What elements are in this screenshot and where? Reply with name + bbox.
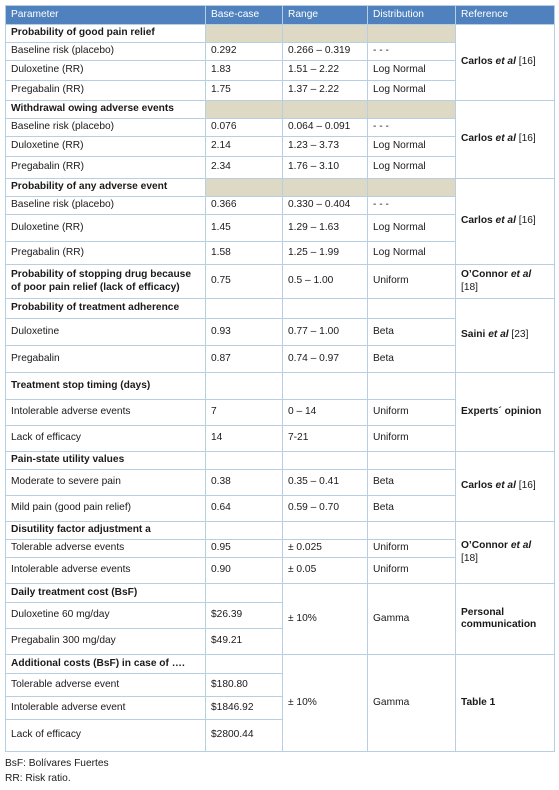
- distribution-cell: Log Normal: [368, 157, 456, 179]
- range-cell: 1.25 – 1.99: [283, 242, 368, 265]
- parameter-cell: Baseline risk (placebo): [6, 119, 206, 137]
- base-case-cell: 14: [206, 426, 283, 452]
- distribution-cell: Log Normal: [368, 137, 456, 157]
- empty-cell: [368, 299, 456, 319]
- base-case-cell: $26.39: [206, 603, 283, 629]
- base-case-cell: 0.90: [206, 558, 283, 584]
- parameters-table: [5, 5, 555, 752]
- distribution-cell: Uniform: [368, 540, 456, 558]
- section-title-row: [6, 179, 555, 197]
- header-row: [6, 6, 555, 25]
- section-title: Daily treatment cost (BsF): [6, 584, 206, 603]
- parameter-cell: Duloxetine (RR): [6, 61, 206, 81]
- range-cell: ± 0.05: [283, 558, 368, 584]
- range-cell: 1.51 – 2.22: [283, 61, 368, 81]
- parameter-cell: Tolerable adverse event: [6, 674, 206, 697]
- reference-cell: Saini et al [23]: [456, 299, 555, 373]
- base-case-cell: 2.34: [206, 157, 283, 179]
- range-cell: 0.064 – 0.091: [283, 119, 368, 137]
- reference-cell: O’Connor et al [18]: [456, 522, 555, 584]
- base-case-cell: 0.38: [206, 470, 283, 496]
- base-case-cell: 0.95: [206, 540, 283, 558]
- distribution-cell: Beta: [368, 496, 456, 522]
- base-case-cell: 1.45: [206, 215, 283, 242]
- section-title-row: [6, 655, 555, 674]
- base-case-cell: 0.87: [206, 346, 283, 373]
- base-case-cell: $2800.44: [206, 720, 283, 752]
- reference-cell: Carlos et al [16]: [456, 25, 555, 101]
- empty-cell: [206, 373, 283, 400]
- empty-cell: [283, 452, 368, 470]
- distribution-cell: Uniform: [368, 558, 456, 584]
- distribution-cell: Beta: [368, 346, 456, 373]
- base-case-cell: 7: [206, 400, 283, 426]
- range-cell: 0.266 – 0.319: [283, 43, 368, 61]
- distribution-cell: - - -: [368, 119, 456, 137]
- reference-cell: O’Connor et al [18]: [456, 265, 555, 299]
- distribution-cell: Log Normal: [368, 81, 456, 101]
- section-title: Probability of good pain relief: [6, 25, 206, 43]
- base-case-cell: 0.366: [206, 197, 283, 215]
- section-title-row: [6, 584, 555, 603]
- range-cell: 0.5 – 1.00: [283, 265, 368, 299]
- reference-cell: Carlos et al [16]: [456, 179, 555, 265]
- parameter-cell: Pregabalin (RR): [6, 242, 206, 265]
- distribution-cell: Log Normal: [368, 61, 456, 81]
- range-cell: ± 10%: [283, 584, 368, 655]
- shaded-cell: [206, 179, 283, 197]
- base-case-cell: 1.83: [206, 61, 283, 81]
- footnotes: [5, 757, 109, 787]
- reference-cell: Experts´ opinion: [456, 373, 555, 452]
- parameter-cell: Duloxetine 60 mg/day: [6, 603, 206, 629]
- shaded-cell: [206, 101, 283, 119]
- parameter-cell: Duloxetine: [6, 319, 206, 346]
- base-case-cell: $49.21: [206, 629, 283, 655]
- header-reference: Reference: [456, 6, 555, 25]
- parameter-cell: Tolerable adverse events: [6, 540, 206, 558]
- range-cell: 0.35 – 0.41: [283, 470, 368, 496]
- distribution-cell: Log Normal: [368, 215, 456, 242]
- parameter-cell: Intolerable adverse events: [6, 558, 206, 584]
- parameter-cell: Mild pain (good pain relief): [6, 496, 206, 522]
- parameter-cell: Duloxetine (RR): [6, 137, 206, 157]
- section-title-row: [6, 101, 555, 119]
- range-cell: ± 0.025: [283, 540, 368, 558]
- distribution-cell: Gamma: [368, 655, 456, 752]
- section-title-row: [6, 25, 555, 43]
- header-range: Range: [283, 6, 368, 25]
- empty-cell: [283, 299, 368, 319]
- empty-cell: [206, 522, 283, 540]
- empty-cell: [206, 655, 283, 674]
- range-cell: 0.77 – 1.00: [283, 319, 368, 346]
- parameter-cell: Baseline risk (placebo): [6, 43, 206, 61]
- range-cell: 1.23 – 3.73: [283, 137, 368, 157]
- section-title-row: [6, 373, 555, 400]
- section-title: Pain-state utility values: [6, 452, 206, 470]
- section-title-row: [6, 299, 555, 319]
- parameter-cell: Lack of efficacy: [6, 426, 206, 452]
- header-parameter: Parameter: [6, 6, 206, 25]
- shaded-cell: [368, 101, 456, 119]
- empty-cell: [206, 584, 283, 603]
- parameter-cell: Baseline risk (placebo): [6, 197, 206, 215]
- base-case-cell: 0.93: [206, 319, 283, 346]
- base-case-cell: 2.14: [206, 137, 283, 157]
- empty-cell: [206, 299, 283, 319]
- parameter-cell: Pregabalin (RR): [6, 157, 206, 179]
- base-case-cell: $1846.92: [206, 697, 283, 720]
- shaded-cell: [368, 25, 456, 43]
- parameter-cell: Intolerable adverse events: [6, 400, 206, 426]
- range-cell: ± 10%: [283, 655, 368, 752]
- shaded-cell: [283, 25, 368, 43]
- empty-cell: [368, 522, 456, 540]
- section-title: Probability of treatment adherence: [6, 299, 206, 319]
- parameter-cell: Intolerable adverse event: [6, 697, 206, 720]
- distribution-cell: Gamma: [368, 584, 456, 655]
- base-case-cell: 0.75: [206, 265, 283, 299]
- distribution-cell: Beta: [368, 319, 456, 346]
- shaded-cell: [283, 101, 368, 119]
- base-case-cell: 1.58: [206, 242, 283, 265]
- header-base-case: Base-case: [206, 6, 283, 25]
- range-cell: 1.29 – 1.63: [283, 215, 368, 242]
- empty-cell: [206, 452, 283, 470]
- reference-cell: Carlos et al [16]: [456, 452, 555, 522]
- distribution-cell: Beta: [368, 470, 456, 496]
- range-cell: 0.59 – 0.70: [283, 496, 368, 522]
- base-case-cell: 1.75: [206, 81, 283, 101]
- shaded-cell: [283, 179, 368, 197]
- section-title: Additional costs (BsF) in case of ….: [6, 655, 206, 674]
- empty-cell: [283, 373, 368, 400]
- range-cell: 7-21: [283, 426, 368, 452]
- parameter-cell: Pregabalin (RR): [6, 81, 206, 101]
- section-title: Probability of stopping drug because of poor pain relief (lack of efficacy): [6, 265, 206, 299]
- section-title: Treatment stop timing (days): [6, 373, 206, 400]
- range-cell: 0.330 – 0.404: [283, 197, 368, 215]
- reference-cell: Carlos et al [16]: [456, 101, 555, 179]
- empty-cell: [368, 452, 456, 470]
- base-case-cell: 0.64: [206, 496, 283, 522]
- table-row: [6, 265, 555, 299]
- section-title: Probability of any adverse event: [6, 179, 206, 197]
- reference-cell: Personal communication: [456, 584, 555, 655]
- base-case-cell: 0.292: [206, 43, 283, 61]
- distribution-cell: Uniform: [368, 426, 456, 452]
- section-title-row: [6, 522, 555, 540]
- distribution-cell: Uniform: [368, 265, 456, 299]
- section-title: Withdrawal owing adverse events: [6, 101, 206, 119]
- header-distribution: Distribution: [368, 6, 456, 25]
- distribution-cell: - - -: [368, 197, 456, 215]
- shaded-cell: [368, 179, 456, 197]
- distribution-cell: - - -: [368, 43, 456, 61]
- base-case-cell: 0.076: [206, 119, 283, 137]
- shaded-cell: [206, 25, 283, 43]
- range-cell: 0 – 14: [283, 400, 368, 426]
- footnote: RR: Risk ratio.: [5, 772, 71, 784]
- distribution-cell: Uniform: [368, 400, 456, 426]
- section-title: Disutility factor adjustment a: [6, 522, 206, 540]
- range-cell: 1.76 – 3.10: [283, 157, 368, 179]
- empty-cell: [368, 373, 456, 400]
- parameter-cell: Pregabalin: [6, 346, 206, 373]
- footnote: BsF: Bolívares Fuertes: [5, 758, 109, 769]
- base-case-cell: $180.80: [206, 674, 283, 697]
- empty-cell: [283, 522, 368, 540]
- distribution-cell: Log Normal: [368, 242, 456, 265]
- range-cell: 0.74 – 0.97: [283, 346, 368, 373]
- parameter-cell: Pregabalin 300 mg/day: [6, 629, 206, 655]
- parameter-cell: Lack of efficacy: [6, 720, 206, 752]
- parameter-cell: Duloxetine (RR): [6, 215, 206, 242]
- range-cell: 1.37 – 2.22: [283, 81, 368, 101]
- parameter-cell: Moderate to severe pain: [6, 470, 206, 496]
- section-title-row: [6, 452, 555, 470]
- reference-cell: Table 1: [456, 655, 555, 752]
